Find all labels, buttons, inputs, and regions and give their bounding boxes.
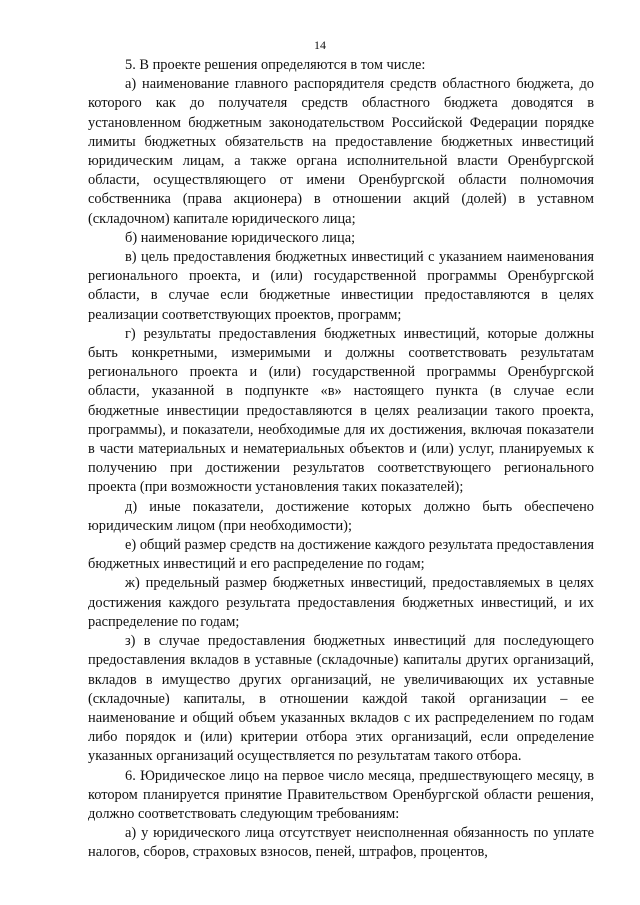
paragraph-subitem-a: а) наименование главного распорядителя средств областного бюджета, до которого как до получателя средств областного бюджета доводятся в установленном бюджетным законодательством Российской Федерации порядке лимиты бюджетных обязательств на предоставление бюджетных инвестиций юридическим лицам, а также органа исполнительной власти Оренбургской области, осуществляющего от имени Оренбургской области полномочия собственника (права акционера) в отношении акций (долей) в уставном (складочном) капитале юридического лица; xyxy=(88,76,594,227)
paragraph-subitem-v: в) цель предоставления бюджетных инвестиций с указанием наименования регионального проекта, и (или) государственной программы Оренбургской области, в случае если бюджетные инвестиции предоставляются в целях реализации соответствующих проектов, программ; xyxy=(88,249,594,323)
paragraph-item-5: 5. В проекте решения определяются в том числе: xyxy=(125,57,426,73)
paragraph-subitem-g: г) результаты предоставления бюджетных инвестиций, которые должны быть конкретными, измеримыми и должны соответствовать результатам регионального проекта и (или) государственной программы Оренбургской области, указанной в подпункте «в» настоящего пункта (в случае если бюджетные инвестиции предоставляются в целях реализации такого проекта, программы), и показатели, необходимые для их достижения, включая показатели в части материальных и нематериальных объектов и (или) услуг, планируемых к получению при достижении результатов соответствующего регионального проекта (при возможности установления таких показателей); xyxy=(88,325,594,496)
page-number: 14 xyxy=(314,38,326,52)
paragraph-subitem-b: б) наименование юридического лица; xyxy=(125,229,356,246)
paragraph-subitem-d: д) иные показатели, достижение которых должно быть обеспечено юридическим лицом (при необходимости); xyxy=(88,498,594,534)
paragraph-subitem-zh: ж) предельный размер бюджетных инвестиций, предоставляемых в целях достижения каждого результата предоставления бюджетных инвестиций, и их распределение по годам; xyxy=(88,575,594,630)
paragraph-subitem-e: е) общий размер средств на достижение каждого результата предоставления бюджетных инвестиций и его распределение по годам; xyxy=(88,537,594,573)
paragraph-item-6: 6. Юридическое лицо на первое число месяца, предшествующего месяцу, в котором планируется принятие Правительством Оренбургской области решения, должно соответствовать следующим требованиям: xyxy=(88,767,594,822)
paragraph-subitem-z: з) в случае предоставления бюджетных инвестиций для последующего предоставления вкладов в уставные (складочные) капиталы других организаций, вкладов в имущество других организаций, не увеличивающих их уставные (складочные) капиталы, в отношении каждой такой организации – ее наименование и общий объем указанных вкладов с их распределением по годам либо порядок и (или) критерии отбора этих организаций, если определение указанных организаций осуществляется по результатам такого отбора. xyxy=(88,633,594,765)
document-body xyxy=(88,56,594,863)
paragraph-item-6-subitem-a: а) у юридического лица отсутствует неисполненная обязанность по уплате налогов, сборов, страховых взносов, пеней, штрафов, процентов, xyxy=(88,825,594,861)
